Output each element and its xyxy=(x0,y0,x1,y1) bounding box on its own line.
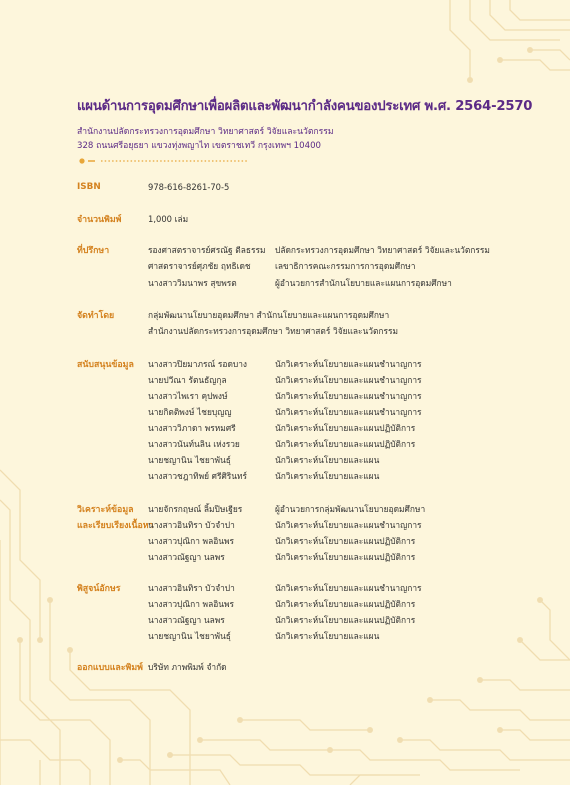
support-role: นักวิเคราะห์นโยบายและแผนชำนาญการ xyxy=(275,359,422,369)
page-title: แผนด้านการอุดมศึกษาเพื่อผลิตและพัฒนากำลังคนของประเทศ พ.ศ. 2564-2570 xyxy=(77,99,533,114)
proof-role: นักวิเคราะห์นโยบายและแผน xyxy=(275,631,380,641)
support-role: นักวิเคราะห์นโยบายและแผนปฏิบัติการ xyxy=(275,423,416,433)
support-name: นางสาวปิยมาภรณ์ รอดบาง xyxy=(148,359,248,369)
copies-label: จำนวนพิมพ์ xyxy=(77,215,122,225)
proof-name: นางสาวอินทิรา บัวจำปา xyxy=(148,583,235,593)
analysis-role: นักวิเคราะห์นโยบายและแผนปฏิบัติการ xyxy=(275,536,416,546)
address-line: 328 ถนนศรีอยุธยา แขวงทุ่งพญาไท เขตราชเทวี กรุงเทพฯ 10400 xyxy=(77,141,322,151)
design-label: ออกแบบและพิมพ์ xyxy=(77,663,143,673)
isbn-value: 978-616-8261-70-5 xyxy=(148,182,230,192)
support-name: นางสาวนันท์นลิน เห่งรวย xyxy=(148,439,240,449)
publisher-line: กลุ่มพัฒนานโยบายอุดมศึกษา สำนักนโยบายและแผนการอุดมศึกษา xyxy=(148,310,390,320)
proof-name: นางสาวปุณิกา พลอินพร xyxy=(148,599,234,609)
agency-line: สำนักงานปลัดกระทรวงการอุดมศึกษา วิทยาศาสตร์ วิจัยและนวัตกรรม xyxy=(77,127,334,137)
data-support-label: สนับสนุนข้อมูล xyxy=(77,360,134,370)
analysis-name: นางสาวอินทิรา บัวจำปา xyxy=(148,520,235,530)
design-value: บริษัท ภาพพิมพ์ จำกัด xyxy=(148,662,227,672)
advisors-label: ที่ปรึกษา xyxy=(77,246,110,256)
support-role: นักวิเคราะห์นโยบายและแผนปฏิบัติการ xyxy=(275,439,416,449)
support-name: นางสาวไพเรา คุปพงษ์ xyxy=(148,391,228,401)
dotted-separator xyxy=(79,157,254,165)
analysis-name: นายจักรกฤษณ์ ลิ้มปิษเฐียร xyxy=(148,504,243,514)
publisher-label: จัดทำโดย xyxy=(77,311,115,321)
support-role: นักวิเคราะห์นโยบายและแผน xyxy=(275,471,380,481)
support-role: นักวิเคราะห์นโยบายและแผนชำนาญการ xyxy=(275,407,422,417)
proof-role: นักวิเคราะห์นโยบายและแผนปฏิบัติการ xyxy=(275,615,416,625)
proof-name: นางสาวณัฐญา นลพร xyxy=(148,615,225,625)
analysis-name: นางสาวปุณิกา พลอินพร xyxy=(148,536,234,546)
publisher-line: สำนักงานปลัดกระทรวงการอุดมศึกษา วิทยาศาสตร์ วิจัยและนวัตกรรม xyxy=(148,326,398,336)
proof-role: นักวิเคราะห์นโยบายและแผนชำนาญการ xyxy=(275,583,422,593)
support-name: นางสาววิภาดา พรหมศรี xyxy=(148,423,236,433)
advisor-name: ศาสตราจารย์ศุภชัย ฤทธิเดช xyxy=(148,261,251,271)
advisor-name: รองศาสตราจารย์ศรณัฐ ตีลธรรม xyxy=(148,245,266,255)
isbn-label: ISBN xyxy=(77,182,101,192)
advisor-role: เลขาธิการคณะกรรมการการอุดมศึกษา xyxy=(275,261,416,271)
analysis-label: วิเคราะห์ข้อมูล xyxy=(77,505,134,515)
support-name: นางสาวชฎาทิพย์ ศรีศิรินทร์ xyxy=(148,471,248,481)
advisor-role: ผู้อำนวยการสำนักนโยบายและแผนการอุดมศึกษา xyxy=(275,278,452,288)
support-role: นักวิเคราะห์นโยบายและแผนชำนาญการ xyxy=(275,375,422,385)
analysis-name: นางสาวณัฐญา นลพร xyxy=(148,552,225,562)
proof-role: นักวิเคราะห์นโยบายและแผนปฏิบัติการ xyxy=(275,599,416,609)
analysis-label-2: และเรียบเรียงเนื้อหา xyxy=(77,521,154,531)
support-name: นายชญานิน ไชยาพันธุ์ xyxy=(148,455,231,465)
support-name: นายกิตติพงษ์ ไชยบุญญ xyxy=(148,407,232,417)
support-name: นายปวีณา รัตนธัญกุล xyxy=(148,375,227,385)
advisor-role: ปลัดกระทรวงการอุดมศึกษา วิทยาศาสตร์ วิจัยและนวัตกรรม xyxy=(275,245,490,255)
support-role: นักวิเคราะห์นโยบายและแผนชำนาญการ xyxy=(275,391,422,401)
proof-name: นายชญานิน ไชยาพันธุ์ xyxy=(148,631,231,641)
analysis-role: นักวิเคราะห์นโยบายและแผนปฏิบัติการ xyxy=(275,552,416,562)
advisor-name: นางสาววิมนาพร สุขพรต xyxy=(148,278,237,288)
proofreading-label: พิสูจน์อักษร xyxy=(77,584,121,594)
analysis-role: นักวิเคราะห์นโยบายและแผนชำนาญการ xyxy=(275,520,422,530)
support-role: นักวิเคราะห์นโยบายและแผน xyxy=(275,455,380,465)
copies-value: 1,000 เล่ม xyxy=(148,214,189,224)
analysis-role: ผู้อำนวยการกลุ่มพัฒนานโยบายอุดมศึกษา xyxy=(275,504,426,514)
